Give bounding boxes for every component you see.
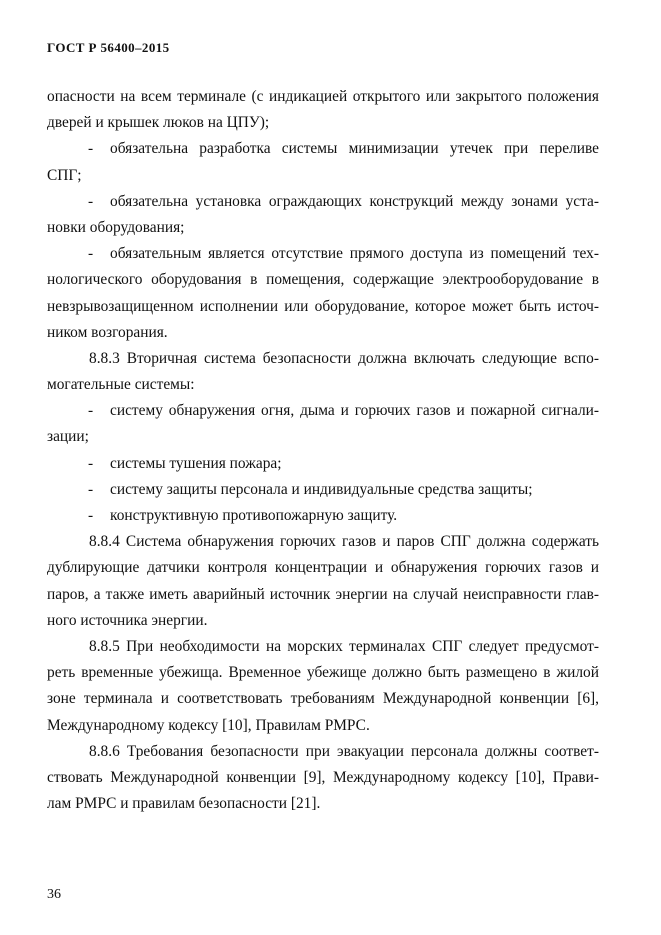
text-line: нологического оборудования в помещения, содержащие электрооборудование в [47,271,599,289]
list-item [47,451,599,477]
text-line: опасности на всем терминале (с индикацией открытого или закрытого положения [47,88,599,105]
text-line: реть временные убежища. Временное убежище должно быть размещено в жилой [47,664,599,682]
bullet-dash: - [88,140,94,158]
list-item [47,241,599,267]
bullet-dash: - [88,507,94,524]
bullet-dash: - [88,192,94,210]
text-line: новки оборудования; [47,218,185,236]
text-line: СПГ; [47,166,82,184]
text-line: зации; [47,428,89,446]
list-item-text: систему обнаружения огня, дыма и горючих газов и пожарной сигнали- [110,402,599,420]
document-body [47,84,599,817]
text-line: Международному кодексу [10], Правилам РМРС. [47,716,370,734]
list-item-text: конструктивную противопожарную защиту. [110,507,398,524]
text-line: ствовать Международной конвенции [9], Международному кодексу [10], Прави- [47,768,599,786]
text-line: ником возгорания. [47,323,168,341]
list-item [47,503,599,529]
document-header: ГОСТ Р 56400–2015 [47,40,170,55]
paragraph-start: 8.8.3 Вторичная система безопасности должна включать следующие вспо- [89,349,599,367]
text-line: дверей и крышек люков на ЦПУ); [47,114,270,132]
text-line: невзрывозащищенном исполнении или оборудование, которое может быть источ- [47,297,599,315]
page-number: 36 [47,887,61,902]
list-item-text: обязательна разработка системы минимизации утечек при переливе [110,140,599,158]
list-item-text: обязательна установка ограждающих конструкций между зонами уста- [110,192,599,210]
list-item [47,136,599,162]
list-item [47,189,599,215]
text-line: дублирующие датчики контроля концентрации и обнаружения горючих газов и [47,559,599,577]
bullet-dash: - [88,480,94,498]
list-item [47,398,599,424]
bullet-dash: - [88,245,94,263]
paragraph-start: 8.8.5 При необходимости на морских терминалах СПГ следует предусмот- [89,637,599,655]
bullet-dash: - [88,454,94,472]
paragraph-start: 8.8.6 Требования безопасности при эвакуации персонала должны соответ- [89,742,599,760]
paragraph-start: 8.8.4 Система обнаружения горючих газов и паров СПГ должна содержать [89,533,599,551]
list-item-text: системы тушения пожара; [110,454,282,472]
text-line: лам РМРС и правилам безопасности [21]. [47,795,321,813]
bullet-dash: - [88,402,94,420]
list-item-text: систему защиты персонала и индивидуальные средства защиты; [110,480,533,498]
text-line: могательные системы: [47,376,195,394]
list-item [47,477,599,503]
text-line: паров, а также иметь аварийный источник энергии на случай неисправности глав- [47,585,599,603]
list-item-text: обязательным является отсутствие прямого доступа из помещений тех- [110,245,599,263]
text-line: ного источника энергии. [47,611,208,629]
text-line: зоне терминала и соответствовать требованиям Международной конвенции [6], [47,690,599,708]
